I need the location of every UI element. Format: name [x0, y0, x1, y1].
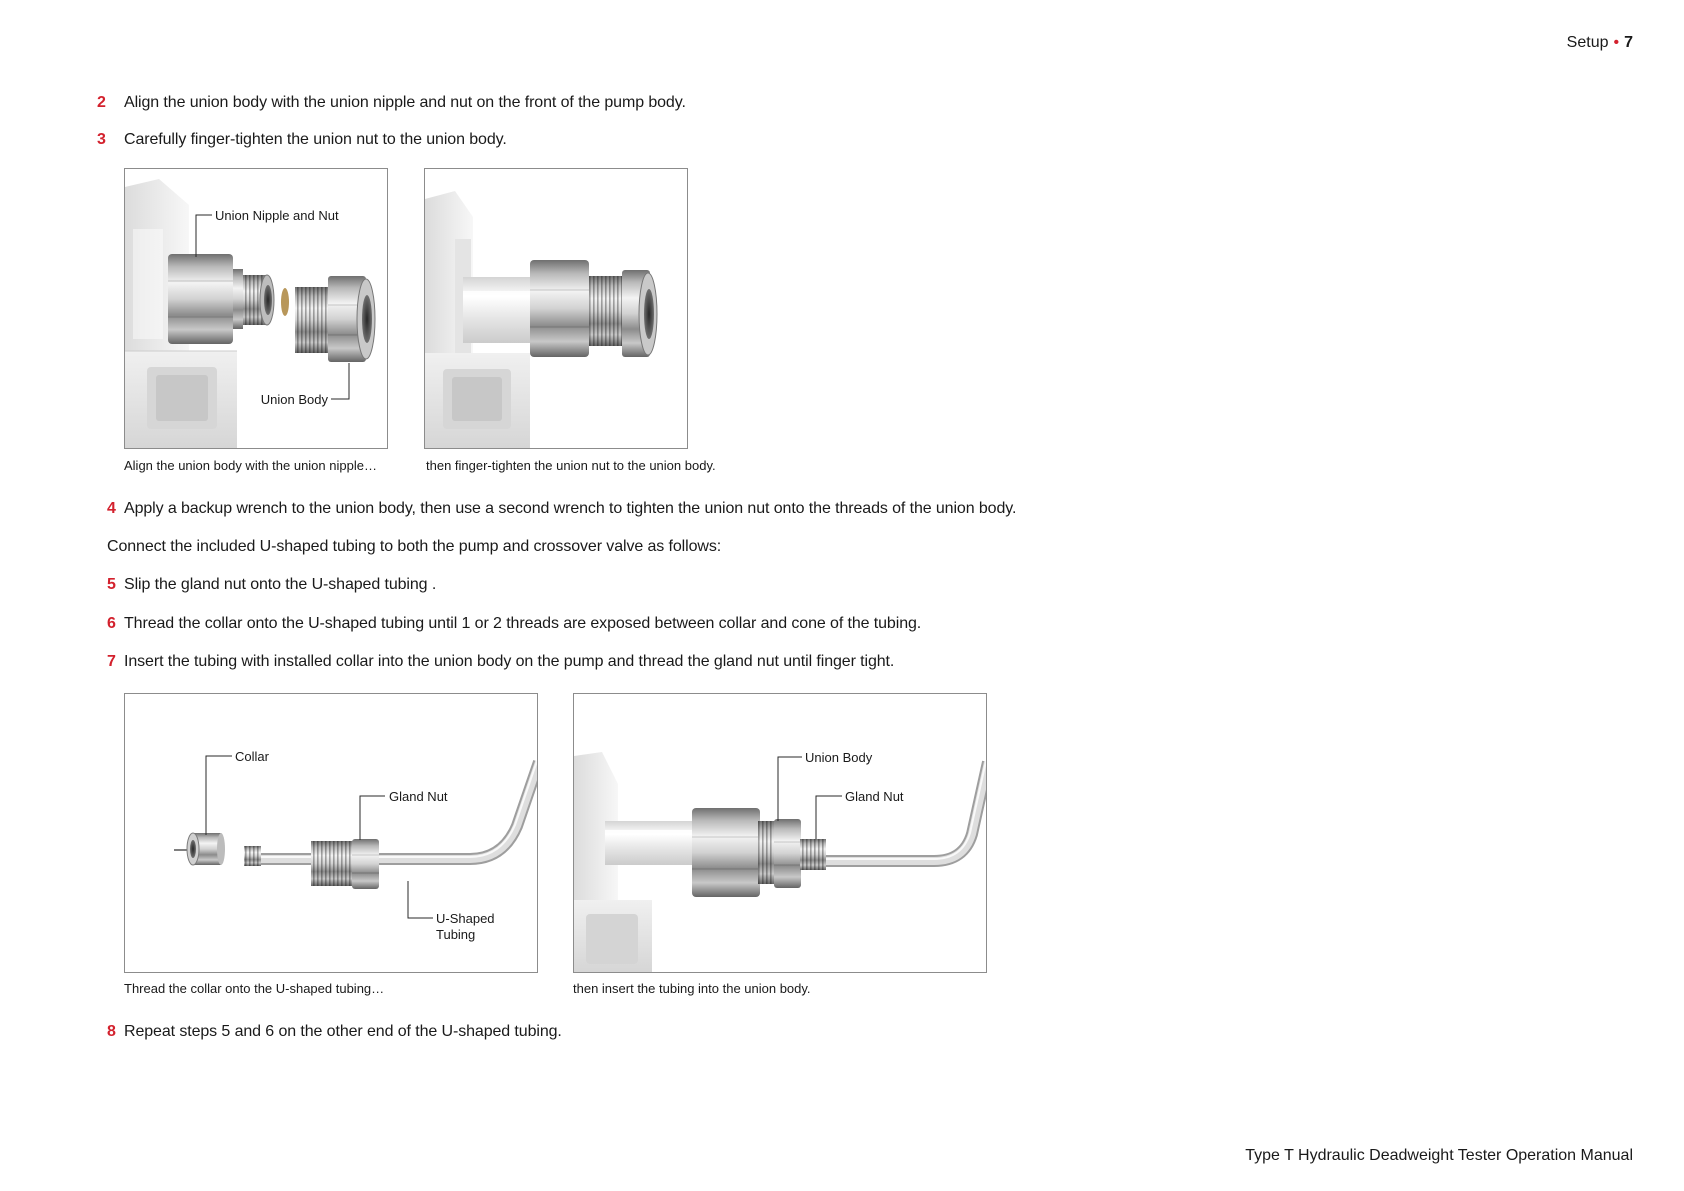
pump-base-block-illustration [125, 351, 237, 448]
brass-seal-illustration [281, 288, 289, 316]
step-text: Align the union body with the union nipple and nut on the front of the pump body. [124, 94, 686, 111]
label-u-shaped: U-Shaped [436, 911, 495, 926]
union-threads-illustration [589, 276, 625, 346]
section-name: Setup [1566, 34, 1609, 51]
tubing-installed-illustration [574, 694, 986, 972]
union-body-illustration [295, 276, 375, 362]
leader-line-nipple-nut [196, 215, 212, 257]
step-number: 3 [97, 131, 106, 148]
step-number: 7 [107, 653, 116, 670]
step-text: Apply a backup wrench to the union body, then use a second wrench to tighten the union nut onto the threads of the union body. [124, 500, 1017, 517]
glass-sleeve-illustration [463, 277, 533, 343]
leader-line-u-shaped-tubing [408, 881, 433, 918]
step-number: 5 [107, 576, 116, 593]
collar-tubing-illustration [125, 694, 537, 972]
figure-caption: then finger-tighten the union nut to the union body. [426, 458, 716, 473]
step-text: Carefully finger-tighten the union nut to the union body. [124, 131, 507, 148]
pump-base-block-illustration [425, 353, 530, 448]
leader-line-gland-nut [360, 796, 385, 840]
union-separated-illustration [125, 169, 387, 448]
tubing-intro-text: Connect the included U-shaped tubing to both the pump and crossover valve as follows: [107, 538, 722, 555]
union-assembled-illustration [425, 169, 687, 448]
step-number: 6 [107, 615, 116, 632]
label-union-body: Union Body [805, 750, 873, 765]
union-body-illustration [692, 808, 776, 897]
figure-caption: Thread the collar onto the U-shaped tubing… [124, 981, 385, 996]
leader-line-union-body [331, 363, 349, 399]
figure-union-separated [124, 168, 388, 449]
step-text: Insert the tubing with installed collar into the union body on the pump and thread the gland nut until finger tight. [124, 653, 895, 670]
step-text: Thread the collar onto the U-shaped tubing until 1 or 2 threads are exposed between collar and cone of the tubing. [124, 615, 922, 632]
header-separator-bullet: • [1613, 34, 1620, 51]
u-shaped-tubing-illustration [824, 761, 986, 861]
gland-nut-illustration [774, 819, 826, 888]
figure-caption: then insert the tubing into the union body. [573, 981, 811, 996]
step-text: Repeat steps 5 and 6 on the other end of the U-shaped tubing. [124, 1023, 562, 1040]
label-tubing: Tubing [436, 927, 476, 942]
union-body-illustration [622, 270, 657, 357]
leader-line-union-body [778, 757, 802, 821]
leader-line-collar [206, 756, 232, 835]
union-nipple-nut-illustration [530, 260, 589, 357]
step-number: 2 [97, 94, 106, 111]
label-gland-nut: Gland Nut [389, 789, 448, 804]
label-union-body: Union Body [260, 392, 328, 407]
collar-illustration [174, 833, 225, 865]
figure-tubing-installed [573, 693, 987, 973]
manual-title-footer: Type T Hydraulic Deadweight Tester Operation Manual [1245, 1147, 1633, 1164]
page-header [1567, 33, 1633, 53]
pump-base-block-illustration [574, 900, 652, 972]
step-number: 8 [107, 1023, 116, 1040]
u-shaped-tubing-illustration [260, 761, 537, 859]
page-number: 7 [1624, 34, 1633, 51]
glass-sleeve-illustration [605, 821, 695, 865]
figure-union-assembled [424, 168, 688, 449]
step-text: Slip the gland nut onto the U-shaped tubing . [124, 576, 437, 593]
leader-line-gland-nut [816, 796, 842, 839]
label-collar: Collar [235, 749, 269, 764]
figure-collar-tubing [124, 693, 538, 973]
label-union-nipple-and-nut: Union Nipple and Nut [215, 208, 339, 223]
figure-caption: Align the union body with the union nipple… [124, 458, 377, 473]
union-nipple-nut-illustration [168, 254, 274, 344]
gland-nut-illustration [311, 839, 379, 889]
step-number: 4 [107, 500, 116, 517]
tubing-cone-illustration [244, 846, 261, 866]
label-gland-nut: Gland Nut [845, 789, 904, 804]
